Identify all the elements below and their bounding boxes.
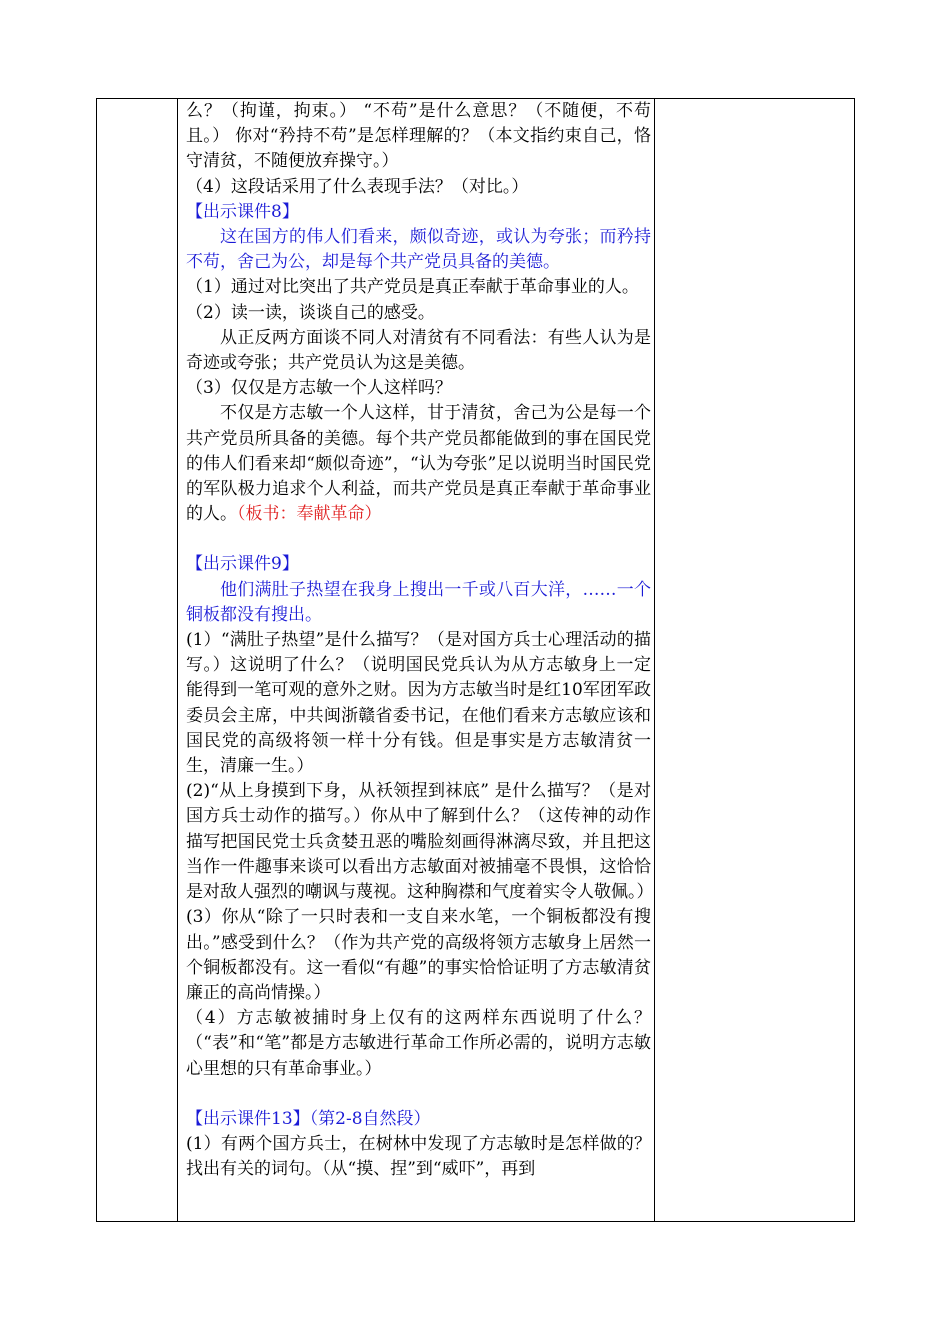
slide-heading: 【出示课件13】（第2-8自然段） xyxy=(186,1108,431,1129)
paragraph: （2）读一读，谈谈自己的感受。 xyxy=(186,302,435,323)
paragraph: （1）通过对比突出了共产党员是真正奉献于革命事业的人。 xyxy=(186,277,639,298)
table-row xyxy=(97,99,855,1222)
paragraph-text: 不仅是方志敏一个人这样，甘于清贫，舍己为公是每一个共产党员所具备的美德。每个共产党员都能做到的事在国民党的伟人们看来却“颇似奇迹”，“认为夸张”足以说明当时国民党的军队极力追求个人利益，而共产党员是真正奉献于革命事业的人。 xyxy=(186,403,651,525)
paragraph: 么？（拘谨，拘束。） “不苟”是什么意思？（不随便，不苟且。） 你对“矜持不苟”是怎样理解的？（本文指约束自己，恪守清贫，不随便放弃操守。） xyxy=(186,101,651,172)
paragraph xyxy=(186,401,651,527)
board-note: （板书：奉献革命） xyxy=(237,504,382,525)
paragraph: （4）方志敏被捕时身上仅有的这两样东西说明了什么？（“表”和“笔”都是方志敏进行革命工作所必需的，说明方志敏心里想的只有革命事业。） xyxy=(186,1008,651,1079)
paragraph: （3）仅仅是方志敏一个人这样吗？ xyxy=(186,378,452,399)
lesson-content xyxy=(178,99,654,1182)
slide-heading: 【出示课件9】 xyxy=(186,554,299,575)
paragraph: (1）有两个国方兵士，在树林中发现了方志敏时是怎样做的？找出有关的词句。（从“摸、捏”到“威吓”，再到 xyxy=(186,1133,651,1180)
paragraph: (2)“从上身摸到下身，从袄领捏到袜底” 是什么描写？（是对国方兵士动作的描写。）你从中了解到什么？（这传神的动作描写把国民党士兵贪婪丑恶的嘴脸刻画得淋漓尽致，并且把这当作一件趣事来谈可以看出方志敏面对被捕毫不畏惧，这恰恰是对敌人强烈的嘲讽与蔑视。这种胸襟和气度着实令人敬佩。） xyxy=(186,781,654,903)
paragraph: (1）“满肚子热望”是什么描写？（是对国方兵士心理活动的描写。）这说明了什么？（说明国民党兵认为从方志敏身上一定能得到一笔可观的意外之财。因为方志敏当时是红10军团军政委员会主席，中共闽浙赣省委书记，在他们看来方志敏应该和国民党的高级将领一样十分有钱。但是事实是方志敏清贫一生，清廉一生。） xyxy=(186,630,651,777)
paragraph: （4）这段话采用了什么表现手法？（对比。） xyxy=(186,176,529,197)
left-column-cell xyxy=(97,99,178,1222)
paragraph: (3）你从“除了一只时表和一支自来水笔，一个铜板都没有搜出。”感受到什么？（作为共产党的高级将领方志敏身上居然一个铜板都没有。这一看似“有趣”的事实恰恰证明了方志敏清贫廉正的高尚情操。） xyxy=(186,907,651,1003)
content-column-cell xyxy=(178,99,655,1222)
spacer xyxy=(186,527,651,552)
paragraph: 从正反两方面谈不同人对清贫有不同看法：有些人认为是奇迹或夸张；共产党员认为这是美德。 xyxy=(186,327,651,374)
spacer xyxy=(186,1082,651,1107)
lesson-plan-table xyxy=(96,98,855,1222)
quoted-text: 这在国方的伟人们看来，颇似奇迹，或认为夸张；而矜持不苟，舍己为公，却是每个共产党员具备的美德。 xyxy=(186,227,651,273)
right-column-cell xyxy=(655,99,855,1222)
quoted-text: 他们满肚子热望在我身上搜出一千或八百大洋，……一个铜板都没有搜出。 xyxy=(186,579,651,625)
slide-heading: 【出示课件8】 xyxy=(186,201,299,222)
